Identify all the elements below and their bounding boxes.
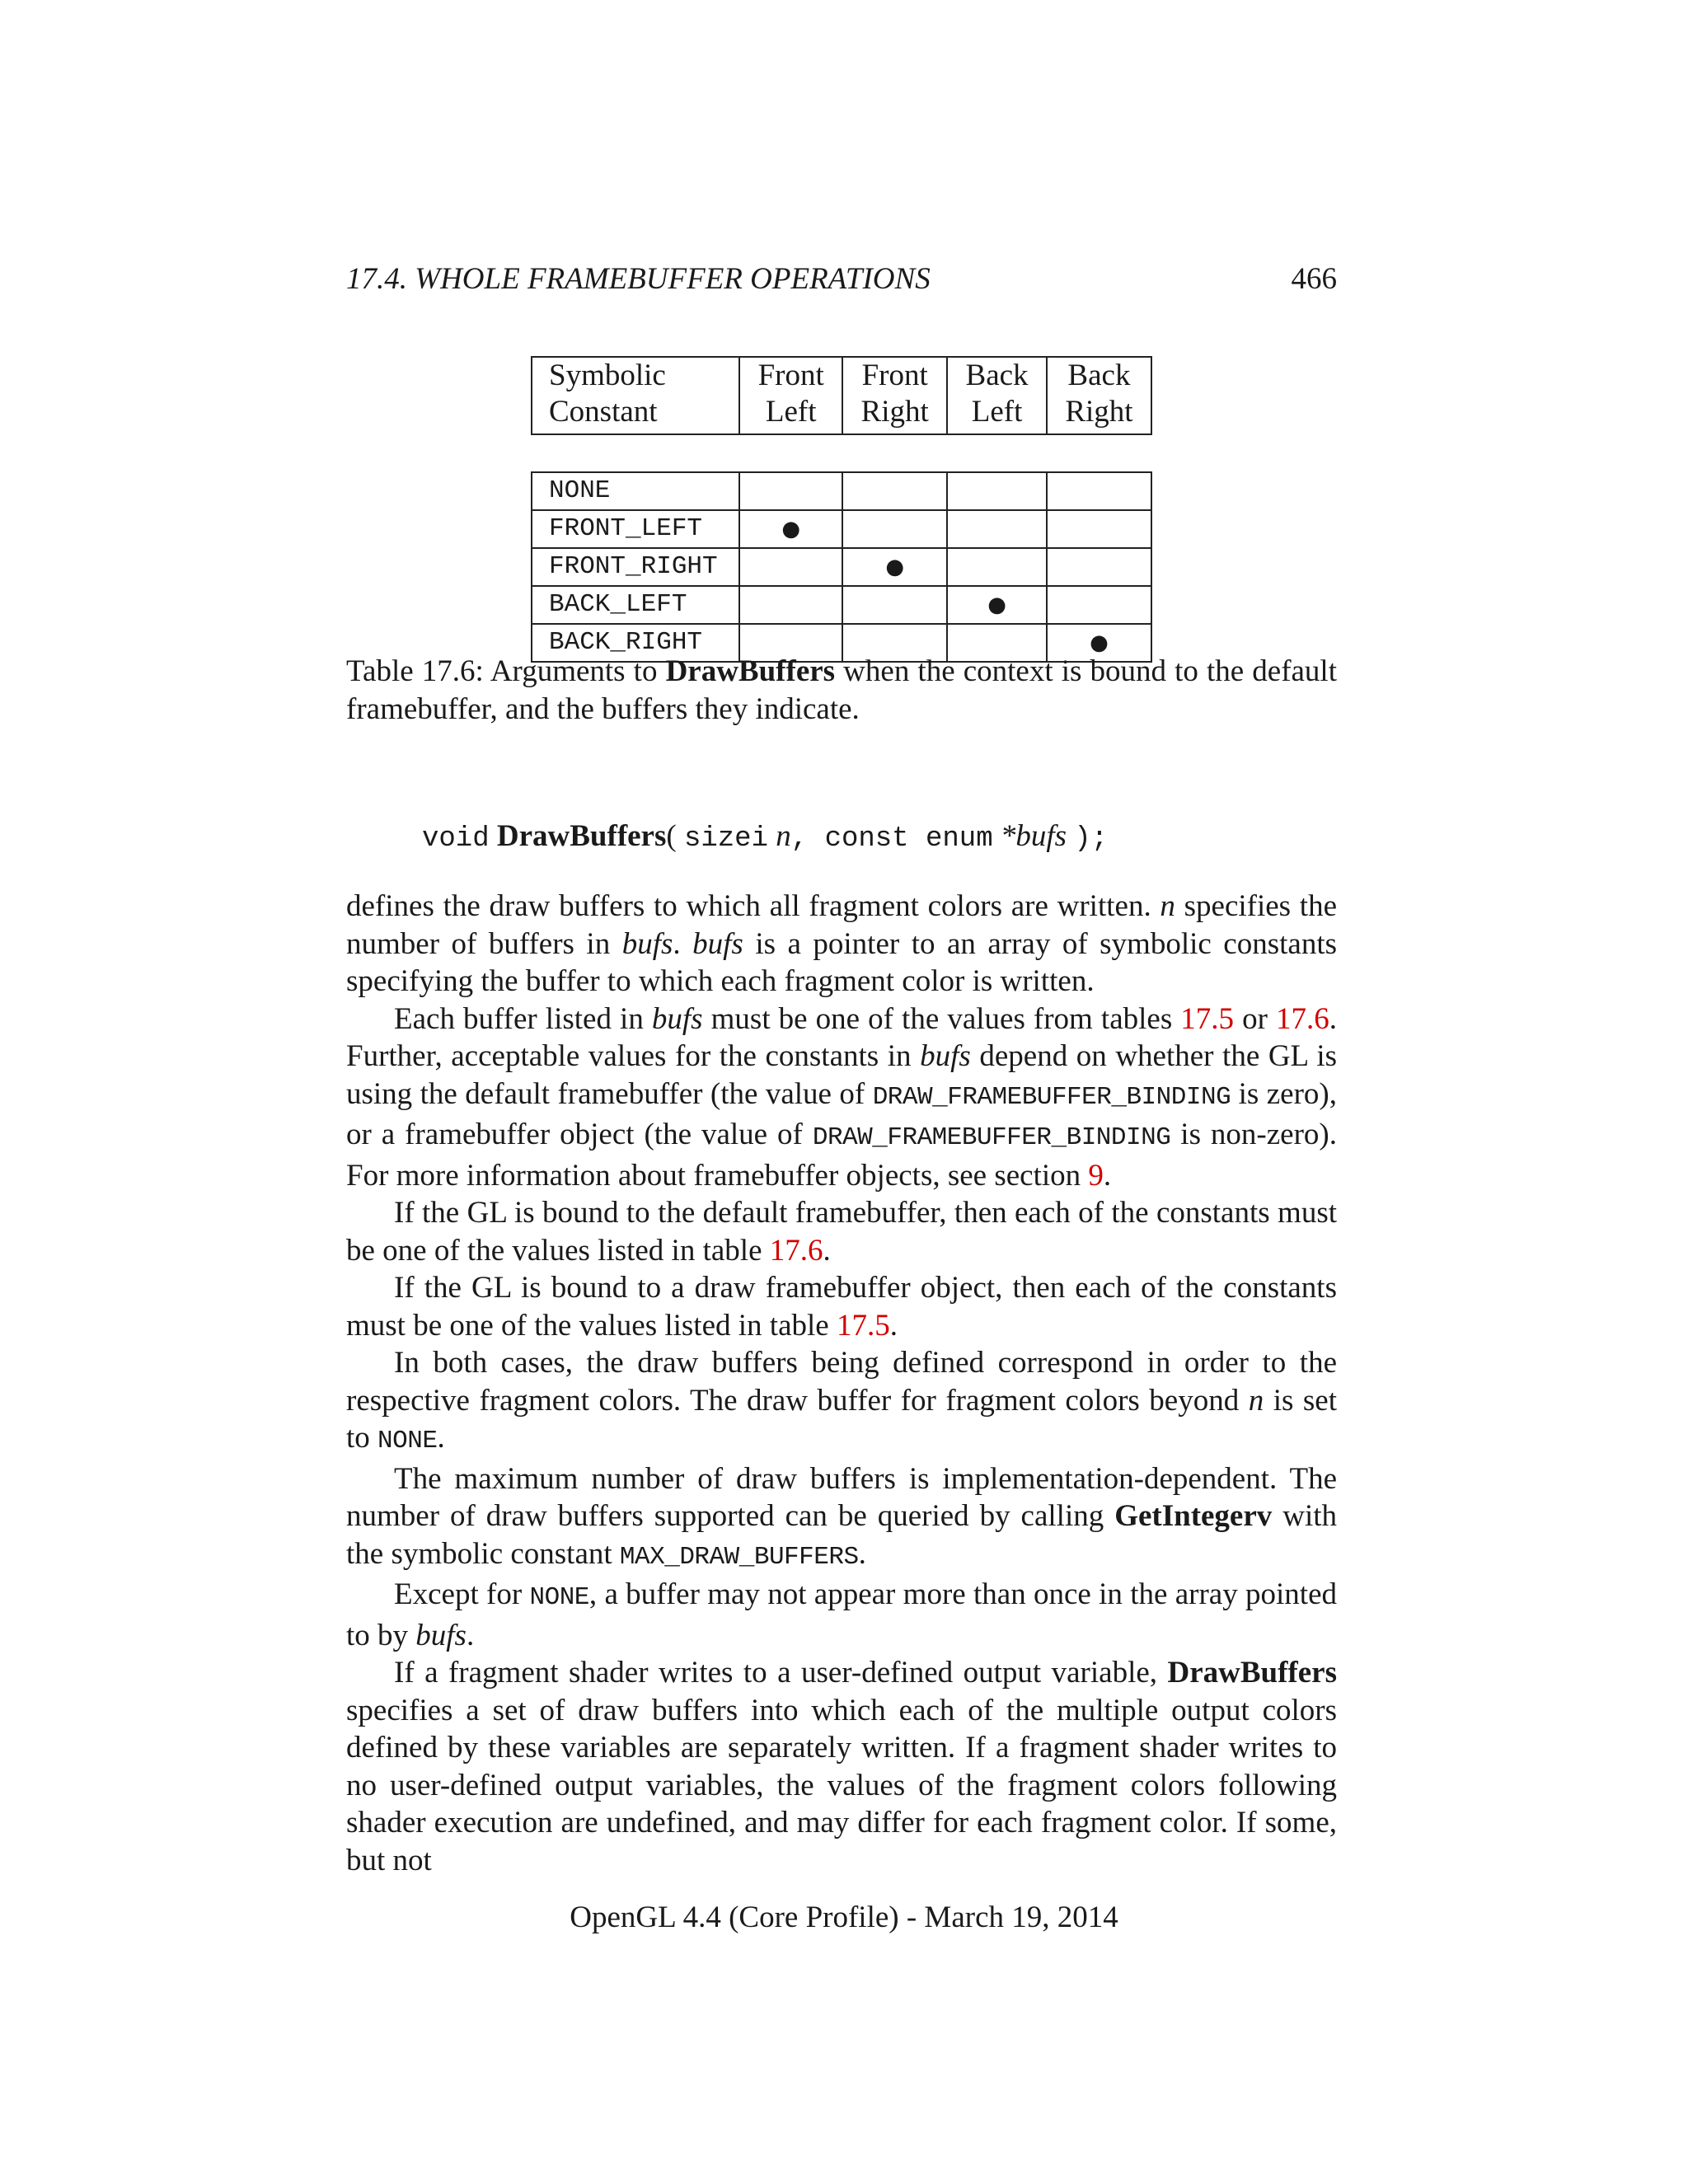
buffer-cell: ● [1047, 624, 1151, 662]
col-header-back-right: Back Right [1047, 357, 1151, 434]
buffer-cell [1047, 586, 1151, 624]
col-header-front-left: Front Left [739, 357, 842, 434]
buffer-cell [842, 472, 947, 510]
function-name: DrawBuffers [496, 819, 667, 853]
buffer-cell: ● [947, 586, 1047, 624]
paragraph: If a fragment shader writes to a user-defined output variable, DrawBuffers specifies a set of draw buffers into which each of the multiple output colors defined by these variables are separately written. If a fragment shader writes to no user-defined output variables, the values of the fragment colors following shader execution are undefined, and may differ for each fragment color. If some, but not [346, 1656, 1337, 1877]
table-ref-link[interactable]: 17.6 [769, 1233, 823, 1268]
constant-cell: FRONT_LEFT [532, 510, 739, 548]
constant-cell: FRONT_RIGHT [532, 548, 739, 586]
col-header-symbolic-constant: Symbolic Constant [532, 357, 739, 434]
page-number: 466 [1291, 262, 1337, 296]
table-row [532, 548, 1151, 586]
caption-function-name: DrawBuffers [665, 654, 836, 688]
paragraph: In both cases, the draw buffers being defined correspond in order to the respective fragment colors. The draw buffer for fragment colors beyond n is set to NONE. [346, 1346, 1338, 1455]
col-header-front-right: Front Right [842, 357, 947, 434]
buffer-cell: ● [739, 510, 842, 548]
param-name: n [776, 819, 791, 853]
param-type: sizei [683, 823, 768, 855]
buffer-cell [947, 548, 1047, 586]
buffer-cell [1047, 510, 1151, 548]
draw-buffers-table [531, 356, 1152, 663]
paragraph: The maximum number of draw buffers is implementation-dependent. The number of draw buffers supported can be queried by calling GetIntegerv with the symbolic constant MAX_DRAW_BUFFERS. [346, 1461, 1338, 1572]
buffer-cell [947, 472, 1047, 510]
buffer-cell [1047, 472, 1151, 510]
return-type: void [422, 823, 490, 855]
param-type: const enum [824, 823, 993, 855]
function-signature: void DrawBuffers( sizei n, const enum *bufs ); [422, 819, 1109, 855]
table-ref-link[interactable]: 17.6 [1276, 1001, 1329, 1036]
section-title: 17.4. WHOLE FRAMEBUFFER OPERATIONS [346, 262, 931, 296]
table-caption: Table 17.6: Arguments to DrawBuffers when the context is bound to the default framebuffer, and the buffers they indicate. [346, 654, 1337, 726]
col-header-back-left: Back Left [947, 357, 1047, 434]
running-header [346, 257, 1337, 302]
paragraph: If the GL is bound to a draw framebuffer object, then each of the constants must be one of the values listed in table 17.5. [346, 1271, 1337, 1343]
buffer-cell [947, 510, 1047, 548]
paragraph: If the GL is bound to the default framebuffer, then each of the constants must be one of the values listed in table 17.6. [346, 1196, 1337, 1268]
buffer-cell: ● [842, 548, 947, 586]
constant-cell: BACK_LEFT [532, 586, 739, 624]
table-ref-link[interactable]: 17.5 [1180, 1001, 1235, 1036]
table-row [532, 586, 1151, 624]
buffer-cell [842, 510, 947, 548]
table-row [532, 510, 1151, 548]
buffer-cell [739, 586, 842, 624]
buffer-cell [842, 586, 947, 624]
body-text [346, 888, 1337, 1879]
paragraph: Each buffer listed in bufs must be one of the values from tables 17.5 or 17.6. Further, acceptable values for the constants in bufs depend on whether the GL is using the default framebuffer (the value of DRAW_FRAMEBUFFER_BINDING is zero), or a framebuffer object (the value of DRAW_FRAMEBUFFER_BINDING is non-zero). For more information about framebuffer objects, see section 9. [346, 1001, 1338, 1193]
param-name: *bufs [1000, 819, 1067, 853]
table-header-row [532, 357, 1151, 434]
constant-cell: BACK_RIGHT [532, 624, 739, 662]
table-row [532, 472, 1151, 510]
paragraph: defines the draw buffers to which all fragment colors are written. n specifies the number of buffers in bufs. bufs is a pointer to an array of symbolic constants specifying the buffer to which each fragment color is written. [346, 889, 1338, 998]
buffer-cell [739, 548, 842, 586]
section-ref-link[interactable]: 9 [1088, 1158, 1104, 1193]
buffer-cell [739, 472, 842, 510]
page-footer: OpenGL 4.4 (Core Profile) - March 19, 2014 [570, 1900, 1118, 1934]
constant-cell: NONE [532, 472, 739, 510]
paragraph: Except for NONE, a buffer may not appear more than once in the array pointed to by bufs. [346, 1577, 1338, 1652]
buffer-cell [1047, 548, 1151, 586]
table-ref-link[interactable]: 17.5 [836, 1308, 890, 1343]
